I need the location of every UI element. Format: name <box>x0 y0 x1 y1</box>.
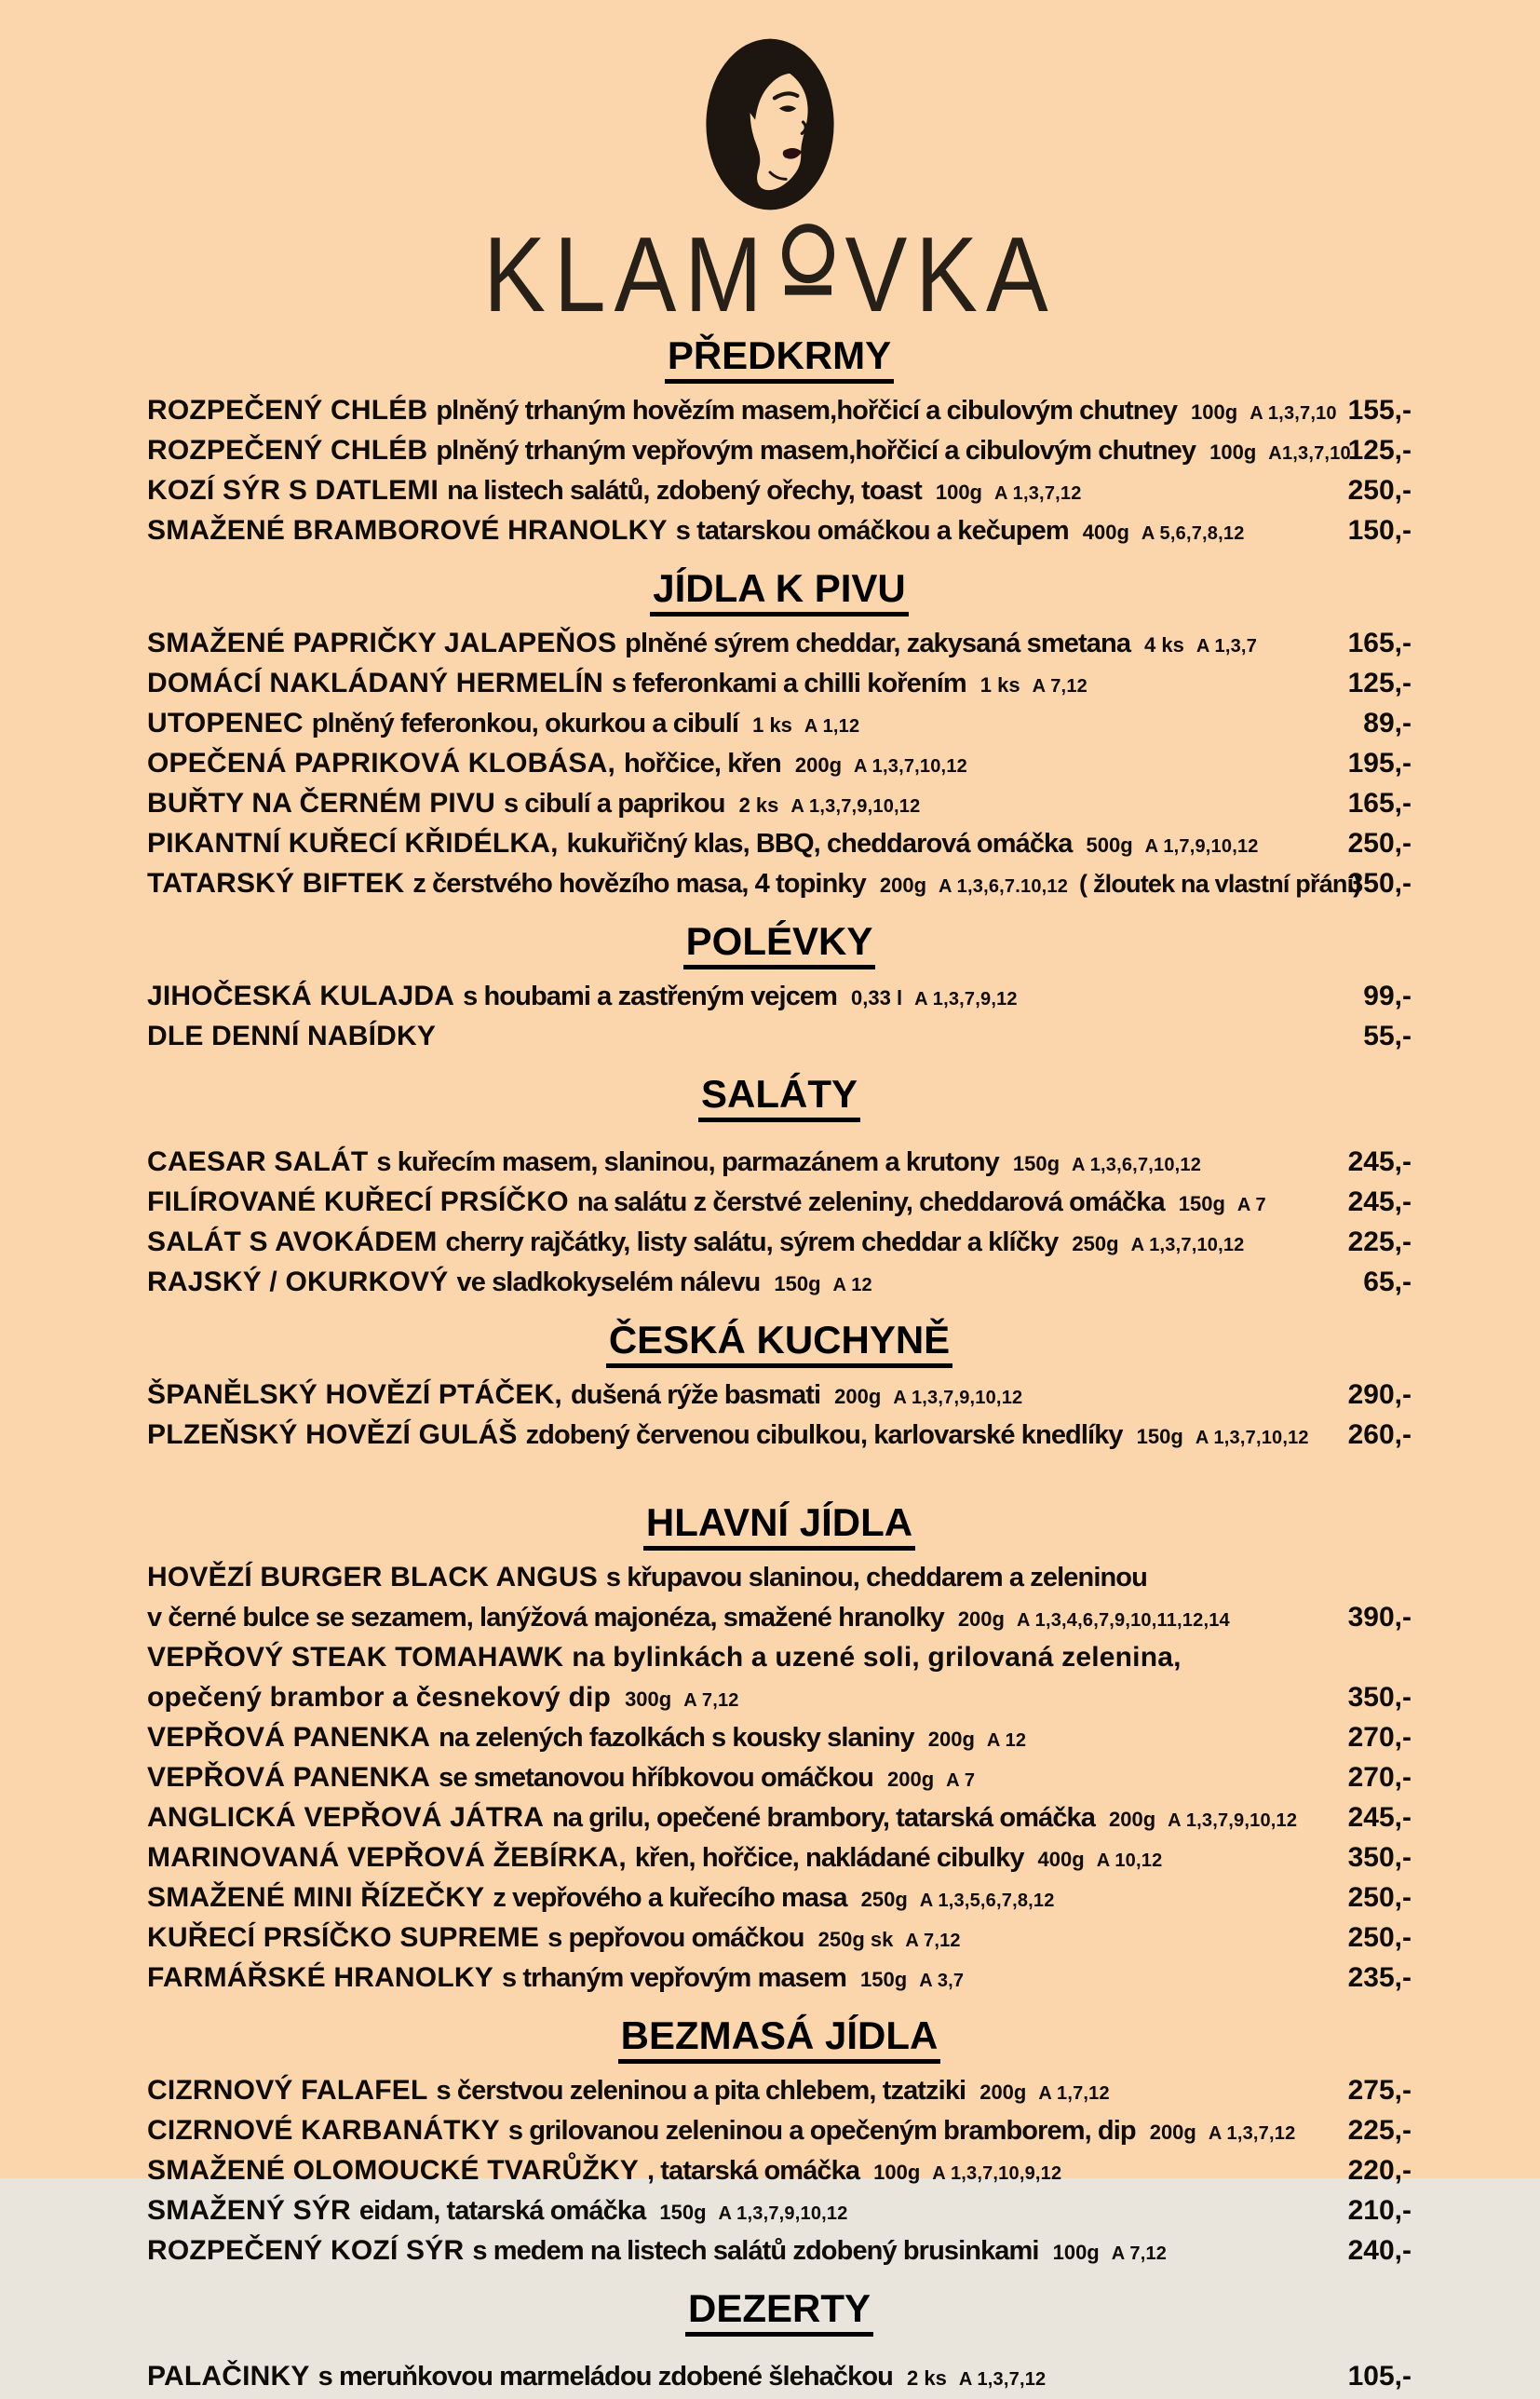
item-name: VEPŘOVÝ STEAK TOMAHAWK <box>147 1642 564 1673</box>
item-name: SMAŽENÉ MINI ŘÍZEČKY <box>147 1882 485 1913</box>
menu-sections <box>0 315 1540 2399</box>
section-items <box>147 2359 1412 2399</box>
item-portion: 200g <box>927 1728 975 1751</box>
item-description: na salátu z čerstvé zeleniny, cheddarová omáčka <box>576 1187 1165 1217</box>
brand-text-left: KLAM <box>483 215 771 334</box>
item-text <box>147 706 1346 746</box>
section-title-text: HLAVNÍ JÍDLA <box>643 1500 915 1551</box>
item-name: FARMÁŘSKÉ HRANOLKY <box>147 1962 493 1993</box>
item-text <box>147 2233 1331 2273</box>
item-name: SMAŽENÉ OLOMOUCKÉ TVARŮŽKY <box>147 2155 639 2186</box>
item-allergens: A 1,3,7,9,10,12 <box>790 796 921 817</box>
item-price: 250,- <box>1347 1922 1412 1953</box>
item-price: 150,- <box>1347 515 1412 546</box>
item-price: 225,- <box>1347 1227 1412 1257</box>
item-price: 270,- <box>1347 1722 1412 1753</box>
item-text <box>147 1640 1412 1680</box>
item-allergens: A 1,3,7,10 <box>1250 403 1337 424</box>
section-title <box>147 2013 1412 2064</box>
item-name: UTOPENEC <box>147 708 304 739</box>
item-description: s trhaným vepřovým masem <box>501 1963 847 1993</box>
section-items <box>147 1145 1412 1305</box>
menu-item-row <box>147 1920 1412 1960</box>
menu-item-row <box>147 2113 1412 2153</box>
item-portion: 200g <box>879 874 927 897</box>
menu-item-row <box>147 1145 1412 1185</box>
item-description: z vepřového a kuřecího masa <box>493 1883 847 1913</box>
item-name: PALAČINKY <box>147 2361 310 2392</box>
item-text <box>147 473 1331 513</box>
item-allergens: A 7 <box>1236 1195 1266 1215</box>
item-portion: 2 ks <box>906 2366 947 2390</box>
item-portion: 150g <box>1136 1425 1183 1448</box>
menu-item-row <box>147 1417 1412 1457</box>
item-price: 290,- <box>1347 1379 1412 1410</box>
section-title-text: DEZERTY <box>685 2286 873 2337</box>
section-items <box>147 979 1412 1059</box>
item-allergens: A 12 <box>832 1275 872 1295</box>
item-description: s medem na listech salátů zdobený brusinkami <box>472 2236 1039 2266</box>
item-price: 165,- <box>1347 788 1412 819</box>
item-portion: 200g <box>1149 2121 1196 2144</box>
item-allergens: A 1,7,12 <box>1038 2083 1110 2104</box>
item-text <box>147 1185 1331 1225</box>
item-description: zdobený červenou cibulkou, karlovarské knedlíky <box>525 1420 1123 1450</box>
item-name: DOMÁCÍ NAKLÁDANÝ HERMELÍN <box>147 668 603 698</box>
item-description: s pepřovou omáčkou <box>547 1923 804 1953</box>
section-items <box>147 626 1412 906</box>
item-description: ve sladkokyselém nálevu <box>456 1267 761 1297</box>
menu-item-row <box>147 666 1412 706</box>
item-portion: 100g <box>1209 440 1257 464</box>
woman-portrait-icon <box>697 35 843 218</box>
menu-item-row <box>147 393 1412 433</box>
item-price: 260,- <box>1347 1419 1412 1450</box>
item-description: dušená rýže basmati <box>570 1380 821 1410</box>
item-portion: 150g <box>1012 1152 1060 1175</box>
item-allergens: A1,3,7,10 <box>1268 443 1351 464</box>
item-allergens: A 1,3,7,9,10,12 <box>1168 1810 1298 1831</box>
item-allergens: A 1,3,4,6,7,9,10,11,12,14 <box>1016 1610 1230 1631</box>
item-description: na zelených fazolkách s kousky slaniny <box>439 1723 914 1753</box>
item-price: 275,- <box>1347 2075 1412 2106</box>
menu-item-row <box>147 786 1412 826</box>
item-price: 250,- <box>1347 475 1412 506</box>
item-note: ( žloutek na vlastní přání) <box>1079 870 1361 898</box>
item-price: 250,- <box>1347 828 1412 859</box>
item-description: z čerstvého hovězího masa, 4 topinky <box>412 869 866 899</box>
item-text <box>147 1680 1331 1720</box>
item-portion: 100g <box>873 2161 921 2184</box>
item-portion: 300g <box>625 1687 672 1711</box>
menu-item-row <box>147 826 1412 866</box>
item-allergens: A 3,7 <box>919 1971 965 1991</box>
item-description: s čerstvou zeleninou a pita chlebem, tzatziki <box>436 2076 966 2106</box>
item-name: ROZPEČENÝ CHLÉB <box>147 395 428 426</box>
item-portion: 200g <box>1109 1808 1156 1831</box>
item-price: 89,- <box>1363 708 1412 739</box>
item-text <box>147 2073 1331 2113</box>
item-name: HOVĚZÍ BURGER BLACK ANGUS <box>147 1562 598 1593</box>
menu-item-row <box>147 2073 1412 2113</box>
section-title-text: SALÁTY <box>698 1072 860 1122</box>
item-name: KOZÍ SÝR S DATLEMI <box>147 475 439 506</box>
item-portion: 100g <box>1191 400 1238 424</box>
item-portion: 200g <box>979 2080 1027 2104</box>
menu-item-row <box>147 706 1412 746</box>
item-name: VEPŘOVÁ PANENKA <box>147 1762 431 1793</box>
item-name: MARINOVANÁ VEPŘOVÁ ŽEBÍRKA, <box>147 1842 627 1873</box>
item-price: 99,- <box>1363 981 1412 1011</box>
item-price: 270,- <box>1347 1762 1412 1793</box>
item-text <box>147 1720 1331 1760</box>
item-name: KUŘECÍ PRSÍČKO SUPREME <box>147 1922 540 1953</box>
item-description: s cibulí a paprikou <box>504 789 725 819</box>
item-text <box>147 979 1346 1019</box>
item-text <box>147 746 1331 786</box>
item-price: 165,- <box>1347 628 1412 658</box>
item-portion: 150g <box>860 1968 908 1991</box>
item-name: JIHOČESKÁ KULAJDA <box>147 981 455 1011</box>
item-price: 245,- <box>1347 1802 1412 1833</box>
menu-item-row <box>147 2233 1412 2273</box>
item-name: FILÍROVANÉ KUŘECÍ PRSÍČKO <box>147 1186 569 1217</box>
section-title-text: JÍDLA K PIVU <box>650 566 908 617</box>
section-title <box>147 566 1412 617</box>
menu-item-row <box>147 746 1412 786</box>
item-portion: 200g <box>794 753 843 777</box>
item-text <box>147 866 1361 906</box>
menu-item-row <box>147 1265 1412 1305</box>
section-title <box>147 1500 1412 1551</box>
item-price: 125,- <box>1347 435 1412 466</box>
item-text <box>147 1600 1331 1640</box>
item-allergens: A 1,3,7,10,12 <box>1130 1235 1245 1255</box>
item-description: s grilovanou zeleninou a opečeným bramborem, dip <box>507 2116 1136 2146</box>
restaurant-logo <box>0 0 1540 334</box>
item-price: 105,- <box>1347 2361 1412 2392</box>
item-text <box>147 626 1331 666</box>
menu-item-row <box>147 1880 1412 1920</box>
item-description: opečený brambor a česnekový dip <box>147 1682 612 1713</box>
item-name: ANGLICKÁ VEPŘOVÁ JÁTRA <box>147 1802 545 1833</box>
menu-item-row <box>147 1377 1412 1417</box>
item-name: PLZEŇSKÝ HOVĚZÍ GULÁŠ <box>147 1419 518 1450</box>
menu-item-row <box>147 1225 1412 1265</box>
item-name: SMAŽENÉ PAPRIČKY JALAPEŇOS <box>147 628 617 658</box>
item-name: RAJSKÝ / OKURKOVÝ <box>147 1267 449 1297</box>
item-price: 240,- <box>1347 2235 1412 2266</box>
item-portion: 1 ks <box>752 713 792 737</box>
item-description: na bylinkách a uzené soli, grilovaná zelenina, <box>572 1642 1182 1673</box>
item-text <box>147 666 1331 706</box>
item-portion: 200g <box>887 1768 935 1791</box>
item-portion: 250g <box>1072 1232 1119 1255</box>
item-text <box>147 433 1351 473</box>
item-text <box>147 513 1331 553</box>
item-price: 220,- <box>1347 2155 1412 2186</box>
item-price: 55,- <box>1363 1021 1412 1051</box>
item-portion: 150g <box>774 1272 821 1295</box>
menu-item-row <box>147 2193 1412 2233</box>
item-price: 250,- <box>1347 1882 1412 1913</box>
item-portion: 4 ks <box>1144 633 1184 657</box>
item-description: plněný feferonkou, okurkou a cibulí <box>311 709 739 739</box>
section-title-text: ČESKÁ KUCHYNĚ <box>606 1318 952 1368</box>
section-title <box>147 1072 1412 1122</box>
item-text <box>147 1265 1346 1305</box>
item-description: na listech salátů, zdobený ořechy, toast <box>447 476 922 506</box>
menu-item-row <box>147 2153 1412 2193</box>
item-text <box>147 393 1337 433</box>
item-name: ROZPEČENÝ KOZÍ SÝR <box>147 2235 465 2266</box>
item-portion: 400g <box>1037 1848 1085 1871</box>
item-price: 390,- <box>1347 1602 1412 1633</box>
item-name: SALÁT S AVOKÁDEM <box>147 1227 438 1257</box>
item-portion: 250g sk <box>817 1928 894 1951</box>
brand-wordmark <box>0 215 1540 334</box>
item-price: 65,- <box>1363 1267 1412 1297</box>
item-allergens: A 1,3,6,7,10,12 <box>1072 1155 1202 1175</box>
item-allergens: A 1,3,7,10,9,12 <box>932 2163 1062 2184</box>
item-price: 155,- <box>1347 395 1412 426</box>
item-portion: 400g <box>1082 521 1129 544</box>
item-allergens: A 7,12 <box>1032 676 1087 697</box>
item-allergens: A 1,3,7,12 <box>958 2369 1047 2390</box>
item-name: ŠPANĚLSKÝ HOVĚZÍ PTÁČEK, <box>147 1379 562 1410</box>
item-allergens: A 1,3,7,12 <box>1208 2123 1296 2144</box>
item-text <box>147 1145 1331 1185</box>
item-description: plněný trhaným hovězím masem,hořčicí a cibulovým chutney <box>436 396 1178 426</box>
item-description: s tatarskou omáčkou a kečupem <box>675 516 1069 546</box>
item-description: se smetanovou hříbkovou omáčkou <box>439 1763 873 1793</box>
item-text <box>147 1920 1331 1960</box>
item-portion: 150g <box>1178 1192 1225 1215</box>
item-portion: 0,33 l <box>851 986 903 1010</box>
item-price: 350,- <box>1347 1842 1412 1873</box>
item-price: 195,- <box>1347 748 1412 779</box>
item-allergens: A 1,3,7,12 <box>994 483 1082 504</box>
menu-item-row <box>147 1760 1412 1800</box>
item-name: TATARSKÝ BIFTEK <box>147 868 405 899</box>
item-name: CAESAR SALÁT <box>147 1146 369 1177</box>
item-name: VEPŘOVÁ PANENKA <box>147 1722 431 1753</box>
item-price: 125,- <box>1347 668 1412 698</box>
item-portion: 2 ks <box>738 793 779 817</box>
item-allergens: A 1,3,7,10,12 <box>854 756 967 777</box>
menu-item-row <box>147 1640 1412 1680</box>
item-portion: 250g <box>860 1888 908 1911</box>
item-text <box>147 1560 1412 1600</box>
menu-section <box>147 1072 1412 1305</box>
section-items <box>147 1377 1412 1457</box>
item-description: s houbami a zastřeným vejcem <box>463 982 838 1011</box>
item-description: plněný trhaným vepřovým masem,hořčicí a cibulovým chutney <box>436 436 1196 466</box>
item-text <box>147 1880 1331 1920</box>
menu-section <box>147 2013 1412 2273</box>
item-description: kukuřičný klas, BBQ, cheddarová omáčka <box>566 829 1073 859</box>
item-description: cherry rajčátky, listy salátu, sýrem cheddar a klíčky <box>445 1227 1059 1257</box>
section-items <box>147 393 1412 553</box>
menu-item-row <box>147 1960 1412 2000</box>
item-price: 235,- <box>1347 1962 1412 1993</box>
item-allergens: A 1,12 <box>804 716 860 737</box>
item-name: ROZPEČENÝ CHLÉB <box>147 435 428 466</box>
menu-item-row <box>147 626 1412 666</box>
menu-section <box>147 1500 1412 2000</box>
menu-section <box>147 333 1412 553</box>
section-title-text: BEZMASÁ JÍDLA <box>618 2013 941 2064</box>
item-description: eidam, tatarská omáčka <box>358 2196 646 2226</box>
item-portion: 100g <box>1052 2241 1100 2264</box>
item-text <box>147 1800 1331 1840</box>
menu-item-row <box>147 1019 1412 1059</box>
item-text <box>147 1377 1331 1417</box>
item-description: hořčice, křen <box>624 749 781 779</box>
menu-item-row <box>147 1840 1412 1880</box>
item-description: s meruňkovou marmeládou zdobené šlehačkou <box>317 2362 893 2392</box>
item-text <box>147 2153 1331 2193</box>
item-description: křen, hořčice, nakládané cibulky <box>634 1843 1024 1873</box>
menu-item-row <box>147 2359 1412 2399</box>
section-items <box>147 2073 1412 2273</box>
menu-item-row <box>147 979 1412 1019</box>
item-text <box>147 2113 1331 2153</box>
section-title <box>147 333 1412 384</box>
item-allergens: A 1,3,7,9,10,12 <box>718 2203 848 2224</box>
item-name: DLE DENNÍ NABÍDKY <box>147 1021 437 1051</box>
item-allergens: A 1,3,7 <box>1196 636 1258 657</box>
item-name: PIKANTNÍ KUŘECÍ KŘIDÉLKA, <box>147 828 559 859</box>
item-price: 245,- <box>1347 1146 1412 1177</box>
menu-item-row <box>147 1600 1412 1640</box>
item-allergens: A 1,3,7,9,12 <box>914 989 1018 1010</box>
item-allergens: A 5,6,7,8,12 <box>1141 523 1245 544</box>
item-allergens: A 7,12 <box>1111 2243 1168 2264</box>
item-allergens: A 7 <box>946 1770 976 1791</box>
item-text <box>147 1840 1331 1880</box>
item-description: v černé bulce se sezamem, lanýžová majonéza, smažené hranolky <box>147 1603 944 1633</box>
item-allergens: A 1,3,6,7.10,12 <box>939 876 1069 897</box>
item-text <box>147 1960 1331 2000</box>
section-title <box>147 1318 1412 1368</box>
brand-text-right: VKA <box>844 215 1057 334</box>
item-description: plněné sýrem cheddar, zakysaná smetana <box>625 629 1131 658</box>
item-price: 350,- <box>1347 1682 1412 1713</box>
brand-o-glyph <box>782 224 834 283</box>
item-portion: 200g <box>957 1607 1005 1631</box>
item-name: OPEČENÁ PAPRIKOVÁ KLOBÁSA, <box>147 748 616 779</box>
menu-section <box>147 1318 1412 1457</box>
item-text <box>147 1019 1346 1059</box>
item-text <box>147 2359 1331 2399</box>
menu-item-row <box>147 433 1412 473</box>
item-allergens: A 1,3,7,9,10,12 <box>893 1388 1023 1408</box>
item-allergens: A 10,12 <box>1096 1850 1163 1871</box>
item-allergens: A 1,7,9,10,12 <box>1144 836 1259 857</box>
section-title-text: POLÉVKY <box>683 919 876 969</box>
item-name: SMAŽENÉ BRAMBOROVÉ HRANOLKY <box>147 515 668 546</box>
item-name: SMAŽENÝ SÝR <box>147 2195 351 2226</box>
section-title <box>147 2286 1412 2337</box>
item-name: CIZRNOVÝ FALAFEL <box>147 2075 428 2106</box>
item-allergens: A 7,12 <box>683 1690 739 1711</box>
item-price: 225,- <box>1347 2115 1412 2146</box>
item-portion: 200g <box>834 1385 882 1408</box>
item-text <box>147 1225 1331 1265</box>
item-portion: 1 ks <box>979 673 1020 697</box>
menu-item-row <box>147 513 1412 553</box>
item-text <box>147 1760 1331 1800</box>
item-portion: 100g <box>935 481 982 504</box>
section-title <box>147 919 1412 969</box>
item-allergens: A 7,12 <box>905 1931 961 1951</box>
item-name: BUŘTY NA ČERNÉM PIVU <box>147 788 496 819</box>
menu-item-row <box>147 1680 1412 1720</box>
item-description: s feferonkami a chilli kořením <box>611 669 966 698</box>
item-description: na grilu, opečené brambory, tatarská omáčka <box>552 1803 1095 1833</box>
section-items <box>147 1560 1412 2000</box>
menu-section <box>147 919 1412 1059</box>
item-text <box>147 1417 1331 1457</box>
item-price: 350,- <box>1347 868 1412 899</box>
menu-section <box>147 2286 1412 2399</box>
item-text <box>147 826 1331 866</box>
menu-item-row <box>147 866 1412 906</box>
item-allergens: A 1,3,5,6,7,8,12 <box>919 1891 1055 1911</box>
item-description: s kuřecím masem, slaninou, parmazánem a krutony <box>376 1147 999 1177</box>
item-text <box>147 2193 1331 2233</box>
item-price: 210,- <box>1347 2195 1412 2226</box>
item-description: s křupavou slaninou, cheddarem a zeleninou <box>605 1563 1147 1593</box>
menu-item-row <box>147 1560 1412 1600</box>
item-allergens: A 12 <box>986 1730 1027 1751</box>
menu-item-row <box>147 1800 1412 1840</box>
item-price: 245,- <box>1347 1186 1412 1217</box>
item-text <box>147 786 1331 826</box>
item-name: CIZRNOVÉ KARBANÁTKY <box>147 2115 500 2146</box>
menu-section <box>147 566 1412 906</box>
item-allergens: A 1,3,7,10,12 <box>1195 1428 1309 1448</box>
menu-item-row <box>147 1185 1412 1225</box>
item-portion: 150g <box>659 2201 707 2224</box>
menu-item-row <box>147 1720 1412 1760</box>
menu-item-row <box>147 473 1412 513</box>
section-title-text: PŘEDKRMY <box>665 333 894 384</box>
item-portion: 500g <box>1086 834 1133 857</box>
item-description: , tatarská omáčka <box>646 2156 860 2186</box>
